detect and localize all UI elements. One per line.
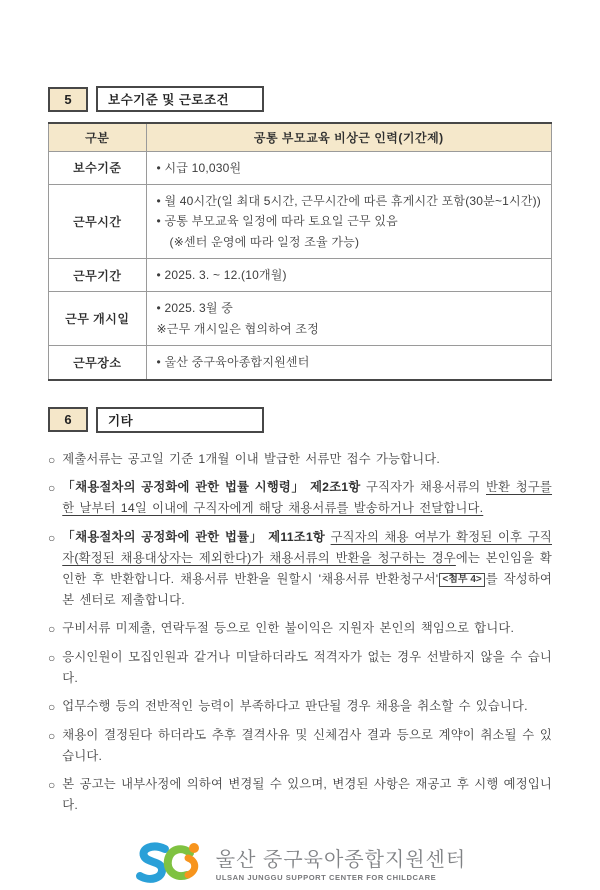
table-row	[49, 184, 552, 258]
working-conditions-table	[48, 122, 552, 381]
cell-line: • 시급 10,030원	[156, 160, 242, 175]
cell-line: • 울산 중구육아종합지원센터	[156, 355, 310, 370]
row-label: 근무 개시일	[49, 292, 147, 346]
center-logo-subtitle: ULSAN JUNGGU SUPPORT CENTER FOR CHILDCARE	[215, 872, 437, 882]
bullet-marker: ○	[48, 700, 56, 714]
note-segment-plain: 를 작성하여 본 센터로 제출합니다.	[62, 571, 553, 607]
table-row	[49, 259, 552, 292]
cell-line: • 2025. 3. ~ 12.(10개월)	[156, 268, 287, 283]
row-value	[146, 292, 551, 346]
note-item	[48, 725, 552, 767]
note-segment-plain: 응시인원이 모집인원과 같거나 미달하더라도 적격자가 없는 경우 선발하지 않을 수 습니다.	[62, 649, 552, 685]
notes-list	[48, 449, 552, 817]
table-header-row	[49, 123, 552, 151]
note-segment-plain: 업무수행 등의 전반적인 능력이 부족하다고 판단될 경우 채용을 취소할 수 있습니다.	[62, 699, 528, 713]
note-item	[48, 774, 552, 816]
note-segment-bold: 「채용절차의 공정화에 관한 법률」 제11조1항	[62, 529, 325, 544]
note-text	[62, 725, 552, 767]
row-label: 근무시간	[49, 184, 147, 258]
note-text	[62, 449, 552, 471]
row-label: 근무장소	[49, 346, 147, 380]
note-item	[48, 449, 552, 471]
bullet-marker: ○	[48, 622, 56, 637]
row-value	[146, 346, 551, 380]
note-item	[48, 527, 552, 612]
section-5-number: 5	[48, 87, 88, 112]
cell-line: • 공통 부모교육 일정에 따라 토요일 근무 있음	[156, 214, 398, 229]
note-segment-plain: 제출서류는 공고일 기준 1개월 이내 발급한 서류만 접수 가능합니다.	[62, 451, 440, 466]
bullet-marker: ○	[48, 728, 56, 743]
cell-line: (※센터 운영에 따라 일정 조율 가능)	[169, 234, 360, 249]
center-logo	[48, 840, 552, 890]
section-6-header	[48, 407, 552, 433]
note-segment-plain: 본 공고는 내부사정에 의하여 변경될 수 있으며, 변경된 사항은 재공고 후 시행 예정입니다.	[62, 776, 552, 813]
section-5-header	[48, 86, 552, 112]
note-text	[62, 477, 552, 519]
table-row	[49, 151, 552, 184]
note-segment-underline: 반환 청구를 한 날부터 14일 이내에 구직자에게 해당 채용서류를 발송하거나 전달합니다.	[62, 480, 553, 516]
row-value	[146, 259, 551, 292]
note-item	[48, 477, 552, 519]
table-header-position: 공통 부모교육 비상근 인력(기간제)	[146, 123, 551, 151]
table-body	[49, 151, 552, 380]
note-segment-underline: 구직자의 채용 여부가 확정된 이후 구직자(확정된 채용대상자는 제외한다)가 채용서류의 반환을 청구하는 경우	[62, 529, 552, 565]
row-value	[146, 151, 551, 184]
row-label: 보수기준	[49, 151, 147, 184]
note-text	[62, 527, 552, 612]
note-segment-boxed: <첨부 4>	[439, 573, 484, 587]
cell-line: • 월 40시간(일 최대 5시간, 근무시간에 따른 휴게시간 포함(30분~1시간))	[156, 193, 541, 208]
bullet-marker: ○	[48, 452, 56, 467]
note-segment-plain: 채용이 결정된다 하더라도 추후 결격사유 및 신체검사 결과 등으로 계약이 취소될 수 있습니다.	[62, 727, 552, 763]
bullet-marker: ○	[48, 777, 56, 792]
section-6-title: 기타	[96, 407, 264, 433]
note-item	[48, 647, 552, 689]
table-row	[49, 346, 552, 380]
note-text	[62, 696, 552, 718]
note-segment-plain: 에는 본인임을 확인한 후 반환합니다. 채용서류 반환을 원할시 '채용서류 반환청구서'	[62, 550, 552, 586]
center-logo-title: 울산 중구육아종합지원센터	[215, 848, 467, 871]
note-segment-plain: 구직자가 채용서류의	[360, 480, 486, 495]
bullet-marker: ○	[48, 481, 56, 496]
center-logo-icon	[134, 840, 206, 890]
note-segment-bold: 「채용절차의 공정화에 관한 법률 시행령」 제2조1항	[62, 480, 361, 495]
bullet-marker: ○	[48, 650, 56, 665]
note-item	[48, 618, 552, 640]
row-value	[146, 184, 551, 258]
row-label: 근무기간	[49, 259, 147, 292]
cell-line: • 2025. 3월 중	[156, 301, 234, 316]
bullet-marker: ○	[48, 530, 56, 545]
table-header-category: 구분	[49, 123, 147, 151]
note-text	[62, 647, 552, 689]
note-item	[48, 696, 552, 718]
note-text	[62, 618, 552, 640]
note-text	[62, 774, 552, 816]
note-segment-plain: 구비서류 미제출, 연락두절 등으로 인한 불이익은 지원자 본인의 책임으로 합니다.	[62, 621, 515, 636]
section-5-title: 보수기준 및 근로조건	[96, 86, 264, 112]
section-6-number: 6	[48, 407, 88, 432]
table-row	[49, 292, 552, 346]
cell-line: ※근무 개시일은 협의하여 조정	[156, 321, 319, 336]
